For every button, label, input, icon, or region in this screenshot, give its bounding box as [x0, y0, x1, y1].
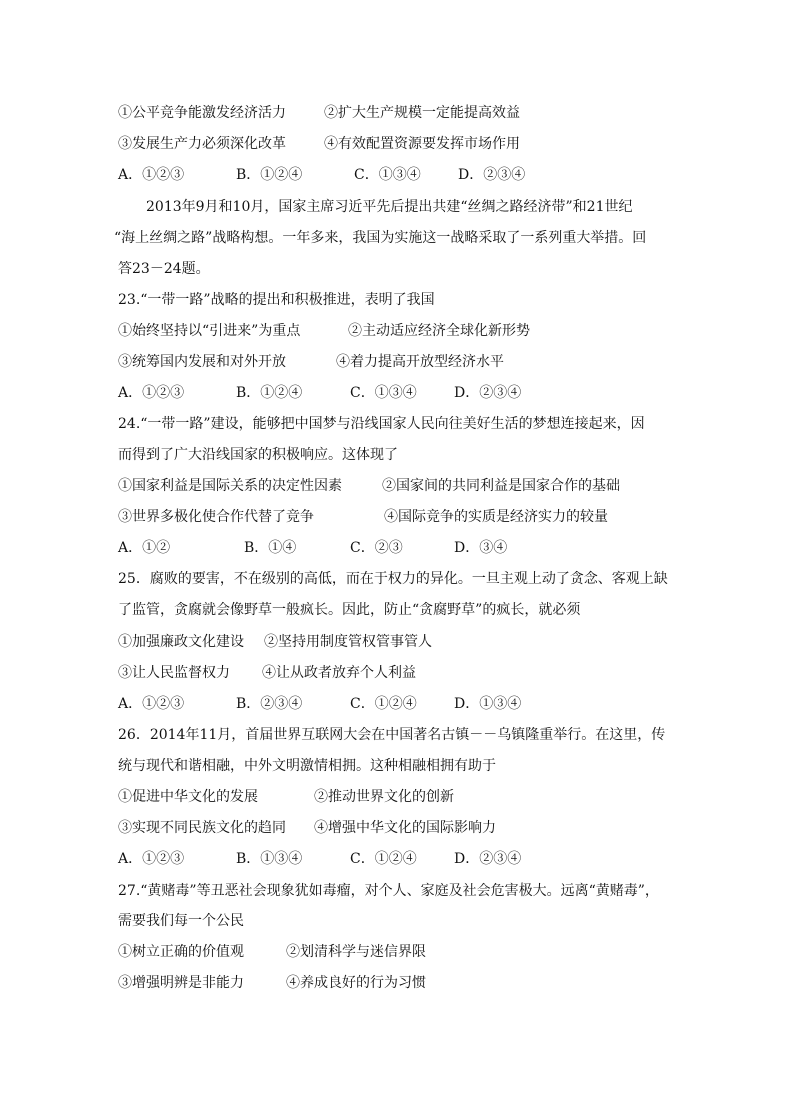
q25-option-3: ③让人民监督权力	[118, 665, 230, 681]
q24-option-4: ④国际竞争的实质是经济实力的较量	[384, 509, 608, 525]
q26-option-1: ①促进中华文化的发展	[118, 789, 258, 805]
q24-option-3: ③世界多极化使合作代替了竞争	[118, 509, 314, 525]
q26-answer-d: D．②③④	[454, 851, 522, 867]
q23-option-4: ④着力提高开放型经济水平	[336, 354, 504, 370]
q27-option-1: ①树立正确的价值观	[118, 944, 244, 960]
q22-answer-c: C．①③④	[354, 167, 421, 183]
q24-stem-line-1: 24.“一带一路”建设，能够把中国梦与沿线国家人民向往美好生活的梦想连接起来，因	[118, 416, 645, 432]
q27-stem-line-2: 需要我们每一个公民	[118, 913, 244, 929]
q23-answer-a: A．①②③	[118, 385, 185, 401]
q26-answer-b: B．①③④	[236, 851, 303, 867]
q22-answer-b: B．①②④	[236, 167, 303, 183]
q25-option-2: ②坚持用制度管权管事管人	[264, 634, 432, 650]
passage-line-3: 答23－24题。	[118, 261, 210, 277]
q22-answer-a: A．①②③	[118, 167, 185, 183]
q23-answer-d: D．②③④	[454, 385, 522, 401]
q23-option-3: ③统筹国内发展和对外开放	[118, 354, 286, 370]
q26-stem-line-1: 26．2014年11月，首届世界互联网大会在中国著名古镇－－乌镇隆重举行。在这里，传	[118, 727, 666, 743]
q22-answer-d: D．②③④	[458, 167, 526, 183]
passage-line-1: 2013年9月和10月，国家主席习近平先后提出共建“丝绸之路经济带”和21世纪	[146, 199, 633, 215]
q25-answer-c: C．①②④	[350, 696, 417, 712]
q27-option-2: ②划清科学与迷信界限	[286, 944, 426, 960]
q26-stem-line-2: 统与现代和谐相融，中外文明激情相拥。这种相融相拥有助于	[118, 758, 496, 774]
q24-answer-c: C．②③	[350, 540, 403, 556]
q22-option-4: ④有效配置资源要发挥市场作用	[324, 136, 520, 152]
q23-answer-c: C．①③④	[350, 385, 417, 401]
q24-option-1: ①国家利益是国际关系的决定性因素	[118, 478, 342, 494]
q26-option-2: ②推动世界文化的创新	[314, 789, 454, 805]
passage-line-2: “海上丝绸之路”战略构想。一年多来，我国为实施这一战略采取了一系列重大举措。回	[114, 230, 647, 246]
q24-answer-d: D．③④	[454, 540, 508, 556]
q27-option-3: ③增强明辨是非能力	[118, 975, 244, 991]
q24-stem-line-2: 而得到了广大沿线国家的积极响应。这体现了	[118, 447, 398, 463]
q25-answer-d: D．①③④	[454, 696, 522, 712]
q24-option-2: ②国家间的共同利益是国家合作的基础	[382, 478, 620, 494]
q27-option-4: ④养成良好的行为习惯	[286, 975, 426, 991]
q25-option-4: ④让从政者放弃个人利益	[262, 665, 416, 681]
q23-option-2: ②主动适应经济全球化新形势	[348, 323, 530, 339]
q22-option-1: ①公平竞争能激发经济活力	[118, 105, 286, 121]
q25-answer-b: B．②③④	[236, 696, 303, 712]
q27-stem-line-1: 27.“黄赌毒”等丑恶社会现象犹如毒瘤，对个人、家庭及社会危害极大。远离“黄赌毒”，	[118, 883, 659, 899]
q26-option-4: ④增强中华文化的国际影响力	[314, 820, 496, 836]
q22-option-2: ②扩大生产规模一定能提高效益	[324, 105, 520, 121]
q24-answer-b: B．①④	[244, 540, 297, 556]
q23-stem: 23.“一带一路”战略的提出和积极推进，表明了我国	[118, 292, 435, 308]
q25-option-1: ①加强廉政文化建设	[118, 634, 244, 650]
q23-option-1: ①始终坚持以“引进来”为重点	[118, 323, 301, 339]
q25-stem-line-1: 25．腐败的要害，不在级别的高低，而在于权力的异化。一旦主观上动了贪念、客观上缺	[118, 571, 668, 587]
q25-stem-line-2: 了监管，贪腐就会像野草一般疯长。因此，防止“贪腐野草”的疯长，就必须	[118, 602, 581, 618]
q26-option-3: ③实现不同民族文化的趋同	[118, 820, 286, 836]
q25-answer-a: A．①②③	[118, 696, 185, 712]
q22-option-3: ③发展生产力必须深化改革	[118, 136, 286, 152]
q26-answer-a: A．①②③	[118, 851, 185, 867]
q23-answer-b: B．①②④	[236, 385, 303, 401]
q24-answer-a: A．①②	[118, 540, 171, 556]
q26-answer-c: C．①②④	[350, 851, 417, 867]
